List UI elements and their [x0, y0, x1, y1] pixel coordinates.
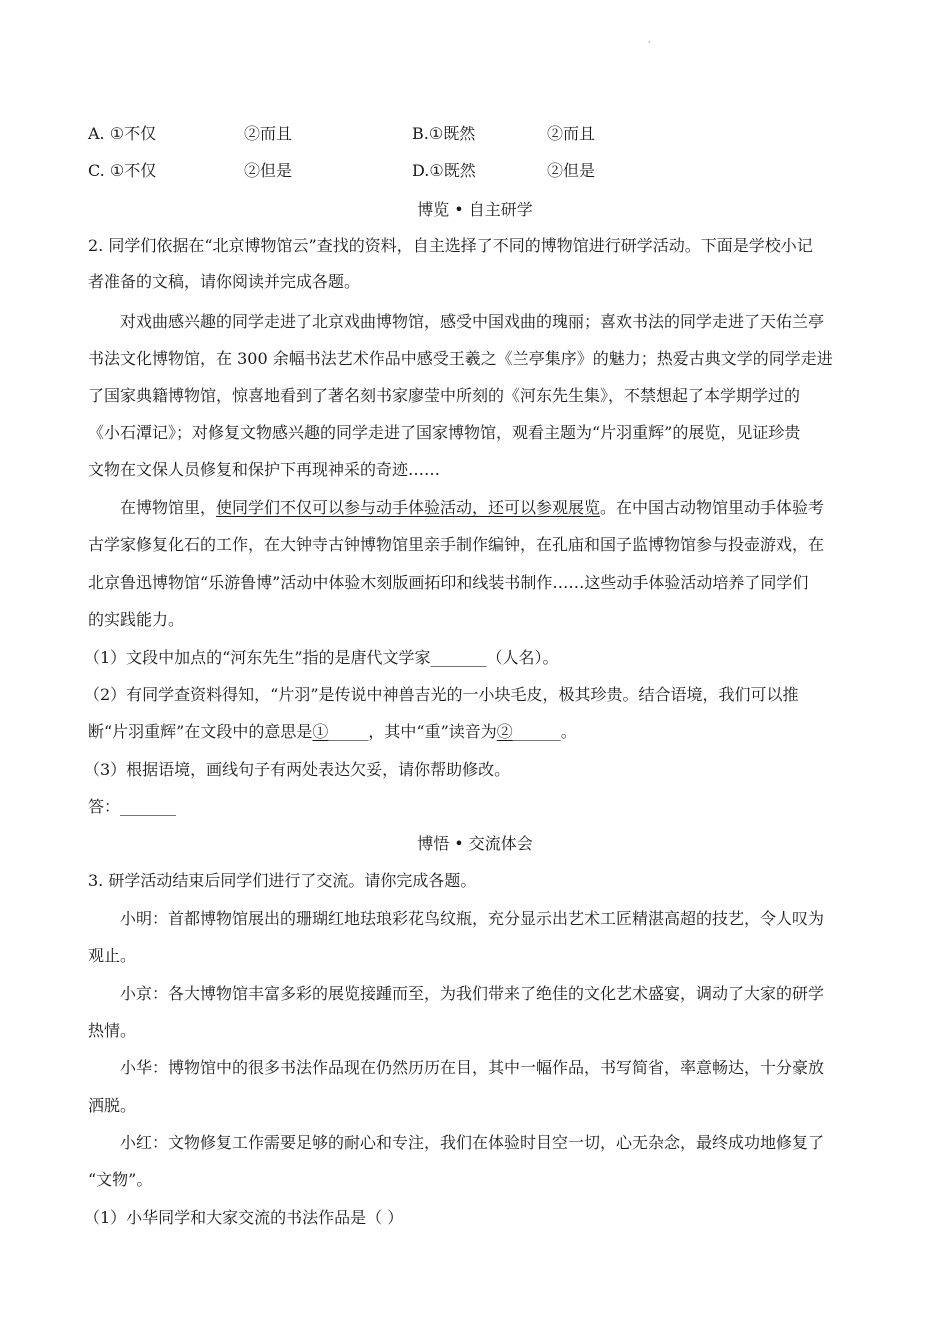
q3-xiaojing-line-1: 小京：各大博物馆丰富多彩的展览接踵而至，为我们带来了绝佳的文化艺术盛宴，调动了大家的研学: [120, 984, 825, 1003]
q2-p1-line-2: 书法文化博物馆，在 300 余幅书法艺术作品中感受王羲之《兰亭集序》的魅力；热爱古典文学的同学走进: [88, 349, 833, 368]
section-heading-2: 博悟 • 交流体会: [417, 834, 533, 853]
q2-sq2-text-c: _____，其中“重”读音为: [328, 722, 497, 741]
q2-sq2-text-e: ______。: [512, 722, 577, 741]
q2-p1-line-3: 了国家典籍博物馆，惊喜地看到了著名刻书家廖莹中所刻的《河东先生集》，不禁想起了本学期学过的: [88, 386, 801, 405]
q2-sq2-marker-2: ②: [496, 722, 513, 741]
q3-xiaoming-line-2: 观止。: [88, 946, 137, 965]
q3-xiaohua-line-1: 小华：博物馆中的很多书法作品现在仍然历历在目，其中一幅作品，书写简省，率意畅达，十分豪放: [120, 1058, 825, 1077]
option-b-label: B.①既然: [412, 124, 476, 143]
q2-sq2-text-a: 断“片羽重辉”在文段中的意思是: [88, 722, 313, 741]
option-a-second: ②而且: [244, 124, 293, 143]
q2-p1-line-5: 文物在文保人员修复和保护下再现神采的奇迹……: [88, 460, 441, 479]
q2-subquestion-3: （3）根据语境，画线句子有两处表达欠妥，请你帮助修改。: [84, 760, 511, 779]
q2-p2-line-4: 的实践能力。: [88, 610, 185, 629]
option-d-second: ②但是: [547, 161, 596, 180]
q3-xiaohong-line-2: “文物”。: [88, 1170, 153, 1189]
q2-subquestion-1: （1）文段中加点的“河东先生”指的是唐代文学家_______（人名）。: [84, 648, 559, 667]
q2-p1-line-1: 对戏曲感兴趣的同学走进了北京戏曲博物馆，感受中国戏曲的瑰丽；喜欢书法的同学走进了天佑兰亭: [120, 312, 825, 331]
q2-subquestion-2-line-2: [88, 722, 577, 742]
option-d-label: D.①既然: [412, 161, 476, 180]
q2-intro-line-2: 者准备的文稿，请你阅读并完成各题。: [88, 272, 361, 291]
q2-answer-line: 答：_______: [88, 797, 177, 816]
q2-underlined-sentence: 使同学们不仅可以参与动手体验活动，还可以参观展览: [216, 498, 601, 517]
q3-xiaohong-line-1: 小红：文物修复工作需要足够的耐心和专注，我们在体验时目空一切，心无杂念，最终成功地修复了: [120, 1133, 825, 1152]
q2-sq2-marker-1: ①: [312, 722, 329, 741]
q2-p2-line-2: 古学家修复化石的工作，在大钟寺古钟博物馆里亲手制作编钟，在孔庙和国子监博物馆参与投壶游戏，在: [88, 535, 825, 554]
q2-subquestion-2-line-1: （2）有同学查资料得知，“片羽”是传说中神兽吉光的一小块毛皮，极其珍贵。结合语境，我们可以推: [84, 685, 799, 704]
option-a-label: A. ①不仅: [88, 124, 157, 143]
q2-intro-line-1: 2. 同学们依据在“北京博物馆云”查找的资料，自主选择了不同的博物馆进行研学活动。下面是学校小记: [88, 236, 813, 255]
q3-subquestion-1: （1）小华同学和大家交流的书法作品是（ ）: [84, 1208, 404, 1227]
option-c-label: C. ①不仅: [88, 161, 157, 180]
q3-xiaoming-line-1: 小明：首都博物馆展出的珊瑚红地珐琅彩花鸟纹瓶，充分显示出艺术工匠精湛高超的技艺，令人叹为: [120, 909, 825, 928]
q2-p2-line-1-end: 。在中国古动物馆里动手体验考: [600, 498, 825, 517]
scan-dot: ·: [648, 38, 651, 47]
q2-p2-line-3: 北京鲁迅博物馆“乐游鲁博”活动中体验木刻版画拓印和线装书制作……这些动手体验活动培养了同学们: [88, 573, 809, 592]
section-heading-1: 博览 • 自主研学: [417, 200, 533, 219]
q2-p2-line-1: [120, 498, 824, 518]
q3-intro: 3. 研学活动结束后同学们进行了交流。请你完成各题。: [88, 871, 477, 890]
q3-xiaojing-line-2: 热情。: [88, 1021, 137, 1040]
option-b-second: ②而且: [547, 124, 596, 143]
q3-xiaohua-line-2: 洒脱。: [88, 1096, 137, 1115]
q2-p2-line-1-start: 在博物馆里，: [120, 498, 217, 517]
q2-p1-line-4: 《小石潭记》；对修复文物感兴趣的同学走进了国家博物馆，观看主题为“片羽重辉”的展览，见证珍贵: [88, 423, 801, 442]
option-c-second: ②但是: [244, 161, 293, 180]
